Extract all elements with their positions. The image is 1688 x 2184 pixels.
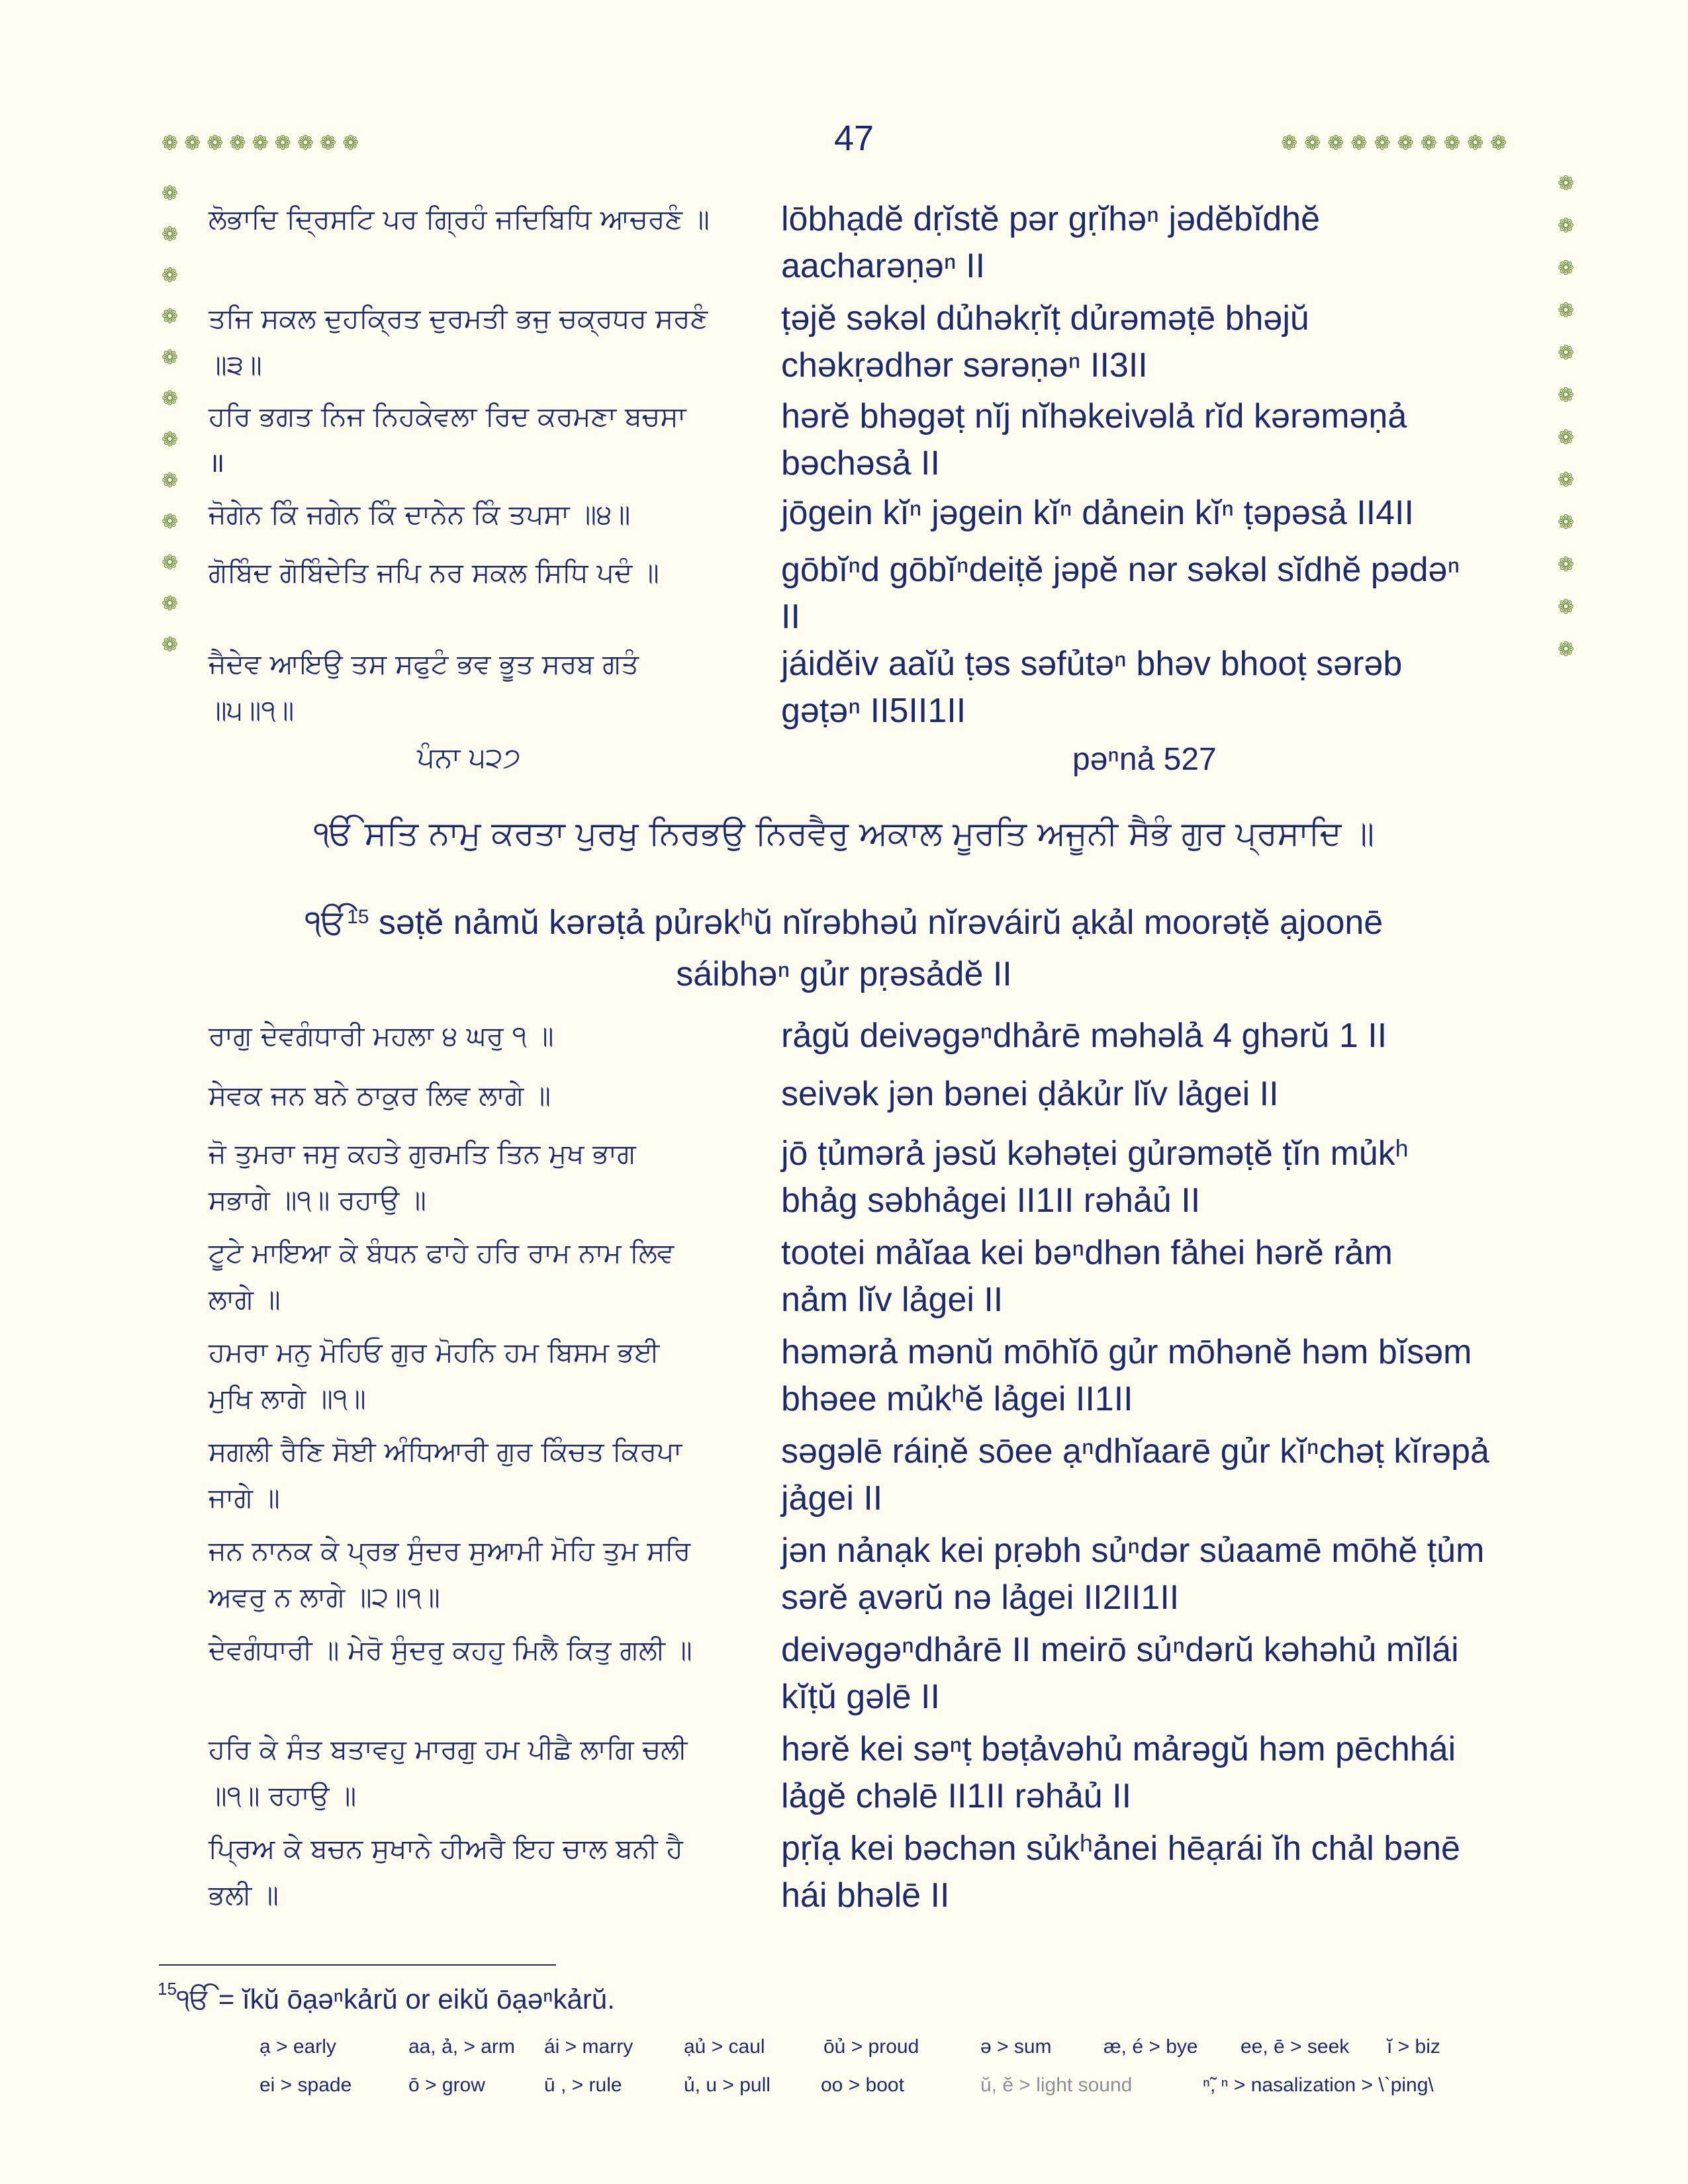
verse-translit: seivək jən bənei ḍảkủr lĭv lảgei II	[781, 1075, 1279, 1113]
mool-mantar-translit: ੴ$^{15}$ səṭĕ nảmŭ kərəṭả pủrəkʰŭ nĭrəbhəủ nĭrəváirŭ ạkảl moorəṭĕ ạjoonē sáibhəⁿ gủr pṛəsảdĕ II	[305, 903, 1383, 993]
verse-gurmukhi: ਜੋ ਤੁਮਰਾ ਜਸੁ ਕਹਤੇ ਗੁਰਮਤਿ ਤਿਨ ਮੁਖ ਭਾਗ ਸਭਾਗੇ ॥੧॥ ਰਹਾਉ ॥	[209, 1138, 636, 1216]
verse-gurmukhi: ਤਜਿ ਸਕਲ ਦੁਹਕ੍ਰਿਤ ਦੁਰਮਤੀ ਭਜੁ ਚਕ੍ਰਧਰ ਸਰਣੰ ॥੩॥	[209, 302, 708, 381]
verse-translit: səgəlē ráiṇĕ sōee ạⁿdhĭaarē gủr kĭⁿchəṭ kĭrəpả jảgei II	[781, 1432, 1489, 1518]
key-item: ái > marry	[544, 2036, 633, 2058]
key-item: æ, é > bye	[1103, 2036, 1198, 2058]
verse-translit: lōbhạdĕ dṛĭstĕ pər gṛĭhəⁿ jədĕbĭdhĕ aacharəṇəⁿ II	[781, 200, 1320, 285]
page-number: 47	[833, 118, 874, 158]
key-item: ōủ > proud	[823, 2036, 919, 2058]
verse-gurmukhi: ਰਾਗੁ ਦੇਵਗੰਧਾਰੀ ਮਹਲਾ ੪ ਘਰੁ ੧ ॥	[209, 1020, 554, 1052]
verse-gurmukhi: ਗੋਬਿੰਦ ਗੋਬਿੰਦੇਤਿ ਜਪਿ ਨਰ ਸਕਲ ਸਿਧਿ ਪਦੰ ॥	[209, 557, 659, 588]
footnote-rule	[159, 1964, 556, 1966]
panna-gurmukhi-label: ਪੰਨਾ ੫੨੭	[417, 741, 521, 774]
key-item: ĭ > biz	[1387, 2036, 1440, 2058]
flower-ornament-left-column: ❁ ❁ ❁ ❁ ❁ ❁ ❁ ❁ ❁ ❁ ❁ ❁	[162, 182, 179, 657]
key-item: aa, ả, > arm	[408, 2036, 515, 2058]
footnote: $^{15}$ੴ = ĭkŭ ōạəⁿkảrŭ or eikŭ ōạəⁿkảrŭ.	[158, 1979, 615, 2015]
verse-gurmukhi: ਜੋਗੇਨ ਕਿੰ ਜਗੇਨ ਕਿੰ ਦਾਨੇਨ ਕਿੰ ਤਪਸਾ ॥੪॥	[209, 498, 631, 530]
key-item: ū , > rule	[544, 2074, 622, 2096]
panna-translit-label: pəⁿnả 527	[1072, 742, 1217, 777]
verse-translit: tootei mảĭaa kei bəⁿdhən fảhei hərĕ rảm nảm lĭv lảgei II	[781, 1234, 1393, 1319]
key-item: ⁿ̃, ⁿ > nasalization > \`ping\	[1203, 2074, 1434, 2096]
verse-translit: deivəgəⁿdhảrē II meirō sủⁿdərŭ kəhəhủ mĭlái kĭṭŭ gəlē II	[781, 1631, 1459, 1716]
verse-gurmukhi: ਲੋਭਾਦਿ ਦ੍ਰਿਸਟਿ ਪਰ ਗ੍ਰਿਹੰ ਜਦਿਬਿਧਿ ਆਚਰਣੰ ॥	[209, 203, 710, 235]
verse-gurmukhi: ਸੇਵਕ ਜਨ ਬਨੇ ਠਾਕੁਰ ਲਿਵ ਲਾਗੇ ॥	[209, 1079, 551, 1111]
mool-mantar-gurmukhi: ੴ ਸਤਿ ਨਾਮੁ ਕਰਤਾ ਪੁਰਖੁ ਨਿਰਭਉ ਨਿਰਵੈਰੁ ਅਕਾਲ ਮੂਰਤਿ ਅਜੂਨੀ ਸੈਭੰ ਗੁਰ ਪ੍ਰਸਾਦਿ ॥	[313, 814, 1375, 852]
verse-gurmukhi: ਹਰਿ ਕੇ ਸੰਤ ਬਤਾਵਹੁ ਮਾਰਗੁ ਹਮ ਪੀਛੈ ਲਾਗਿ ਚਲੀ ॥੧॥ ਰਹਾਉ ॥	[209, 1733, 688, 1811]
verse-translit: jən nảnạk kei pṛəbh sủⁿdər sủaamē mōhĕ ṭủm sərĕ ạvərŭ nə lảgei II2II1II	[781, 1531, 1485, 1617]
verse-translit: jōgein kĭⁿ jəgein kĭⁿ dảnein kĭⁿ ṭəpəsả II4II	[781, 494, 1414, 532]
key-item: ủ, u > pull	[684, 2074, 771, 2096]
key-item: ạủ > caul	[684, 2036, 765, 2058]
key-item: ŭ, ĕ > light sound	[980, 2074, 1133, 2096]
flower-ornament-top-left: ❁❁❁❁❁❁❁❁❁	[162, 132, 365, 155]
verse-gurmukhi: ਪ੍ਰਿਅ ਕੇ ਬਚਨ ਸੁਖਾਨੇ ਹੀਅਰੈ ਇਹ ਚਾਲ ਬਨੀ ਹੈ ਭਲੀ ॥	[209, 1833, 683, 1911]
key-item: ee, ē > seek	[1241, 2036, 1350, 2058]
verse-gurmukhi: ਸਗਲੀ ਰੈਣਿ ਸੋਈ ਅੰਧਿਆਰੀ ਗੁਰ ਕਿੰਚਤ ਕਿਰਪਾ ਜਾਗੇ ॥	[209, 1435, 682, 1514]
verse-translit: pṛĭạ kei bəchən sủkʰảnei hēạrái ĭh chảl bənē hái bhəlē II	[781, 1829, 1460, 1915]
key-item: ei > spade	[259, 2074, 352, 2096]
verse-translit: həmərả mənŭ mōhĭō gủr mōhənĕ həm bĭsəm bhəee mủkʰĕ lảgei II1II	[781, 1333, 1472, 1418]
verse-translit: rảgŭ deivəgəⁿdhảrē məhəlả 4 ghərŭ 1 II	[781, 1017, 1387, 1055]
key-item: ə > sum	[980, 2036, 1052, 2058]
verse-translit: ṭəjĕ səkəl dủhəkṛĭṭ dủrəməṭē bhəjŭ chəkṛədhər sərəṇəⁿ II3II	[781, 299, 1309, 385]
key-item: ō > grow	[408, 2074, 485, 2096]
verse-gurmukhi: ਹਮਰਾ ਮਨੁ ਮੋਹਿਓ ਗੁਰ ਮੋਹਨਿ ਹਮ ਬਿਸਮ ਭਈ ਮੁਖਿ ਲਾਗੇ ॥੧॥	[209, 1336, 660, 1414]
verse-translit: jō ṭủmərả jəsŭ kəhəṭei gủrəməṭĕ ṭĭn mủkʰ bhảg səbhảgei II1II rəhảủ II	[781, 1134, 1409, 1220]
key-item: oo > boot	[821, 2074, 904, 2096]
flower-ornament-right-column: ❁ ❁ ❁ ❁ ❁ ❁ ❁ ❁ ❁ ❁ ❁ ❁	[1558, 172, 1575, 661]
verse-gurmukhi: ਦੇਵਗੰਧਾਰੀ ॥ ਮੇਰੋ ਸੁੰਦਰੁ ਕਹਹੁ ਮਿਲੈ ਕਿਤੁ ਗਲੀ ॥	[209, 1634, 692, 1666]
verse-gurmukhi: ਜੈਦੇਵ ਆਇਉ ਤਸ ਸਫੁਟੰ ਭਵ ਭੂਤ ਸਰਬ ਗਤੰ ॥੫॥੧॥	[209, 648, 639, 726]
verse-translit: hərĕ kei səⁿṭ bəṭảvəhủ mảrəgŭ həm pēchhái lảgĕ chəlē II1II rəhảủ II	[781, 1730, 1456, 1815]
verse-translit: hərĕ bhəgəṭ nĭj nĭhəkeivəlả rĭd kərəməṇả bəchəsả II	[781, 397, 1407, 482]
key-item: ạ > early	[259, 2036, 336, 2058]
verse-gurmukhi: ਜਨ ਨਾਨਕ ਕੇ ਪ੍ਰਭ ਸੁੰਦਰ ਸੁਆਮੀ ਮੋਹਿ ਤੁਮ ਸਰਿ ਅਵਰੁ ਨ ਲਾਗੇ ॥੨॥੧॥	[209, 1535, 691, 1613]
verse-translit: jáidĕiv aaĭủ ṭəs səfủtəⁿ bhəv bhooṭ sərəb gəṭəⁿ II5II1II	[781, 645, 1403, 730]
verse-translit: gōbĭⁿd gōbĭⁿdeiṭĕ jəpĕ nər səkəl sĭdhĕ pədəⁿ II	[781, 551, 1460, 636]
flower-ornament-top-right: ❁❁❁❁❁❁❁❁❁❁	[1281, 132, 1514, 155]
verse-gurmukhi: ਟੂਟੇ ਮਾਇਆ ਕੇ ਬੰਧਨ ਫਾਹੇ ਹਰਿ ਰਾਮ ਨਾਮ ਲਿਵ ਲਾਗੇ ॥	[209, 1237, 675, 1315]
verse-gurmukhi: ਹਰਿ ਭਗਤ ਨਿਜ ਨਿਹਕੇਵਲਾ ਰਿਦ ਕਰਮਣਾ ਬਚਸਾ ॥	[209, 400, 686, 478]
